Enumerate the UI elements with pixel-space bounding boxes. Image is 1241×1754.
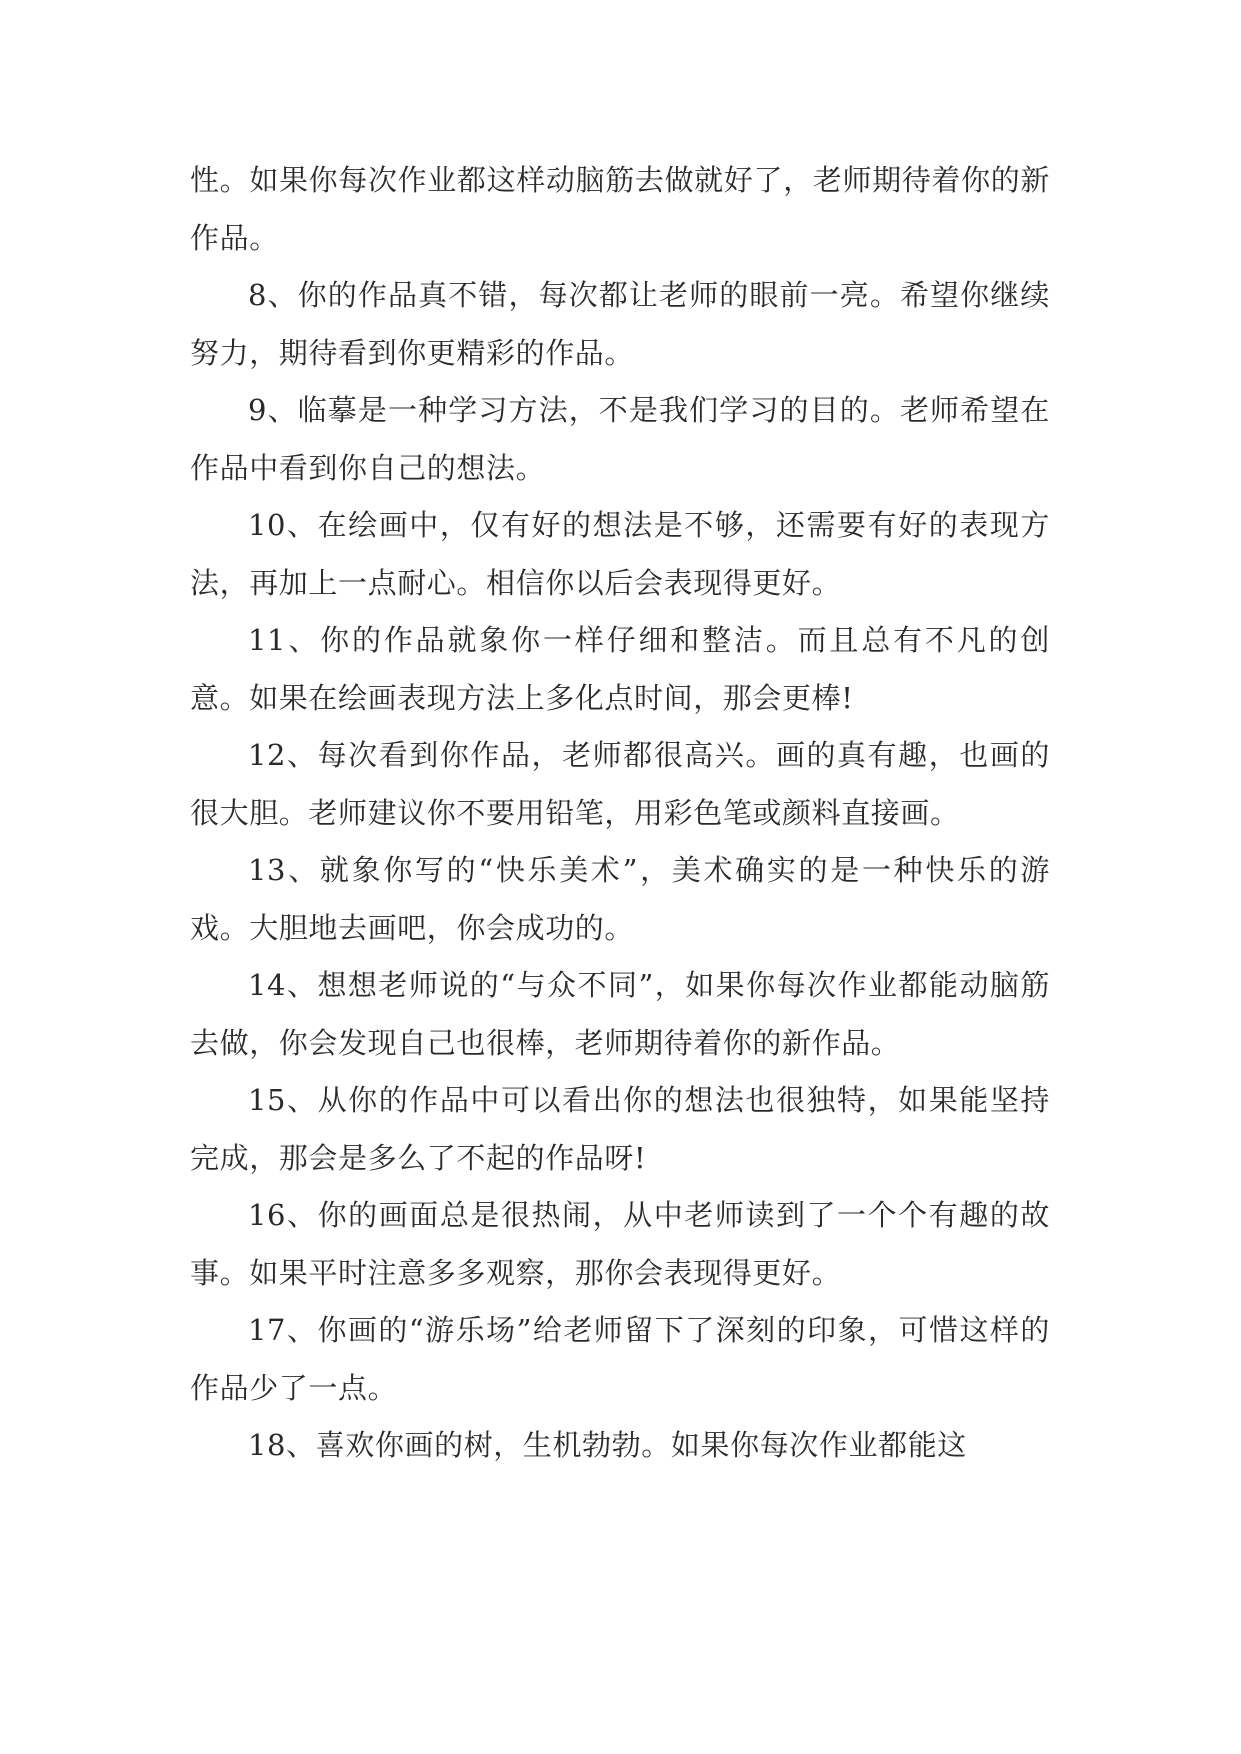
paragraph-comment-13: 13、就象你写的“快乐美术”，美术确实的是一种快乐的游戏。大胆地去画吧，你会成功的。 xyxy=(190,853,1050,945)
paragraph-comment-12: 12、每次看到你作品，老师都很高兴。画的真有趣，也画的很大胆。老师建议你不要用铅笔，用彩色笔或颜料直接画。 xyxy=(190,738,1050,830)
paragraph-comment-8: 8、你的作品真不错，每次都让老师的眼前一亮。希望你继续努力，期待看到你更精彩的作品。 xyxy=(190,278,1050,370)
paragraph-comment-10: 10、在绘画中，仅有好的想法是不够，还需要有好的表现方法，再加上一点耐心。相信你以后会表现得更好。 xyxy=(190,508,1050,600)
paragraph-comment-17: 17、你画的“游乐场”给老师留下了深刻的印象，可惜这样的作品少了一点。 xyxy=(190,1313,1050,1405)
paragraph-comment-9: 9、临摹是一种学习方法，不是我们学习的目的。老师希望在作品中看到你自己的想法。 xyxy=(190,393,1050,485)
paragraph-continuation: 性。如果你每次作业都这样动脑筋去做就好了，老师期待着你的新作品。 xyxy=(190,163,1050,255)
paragraph-comment-15: 15、从你的作品中可以看出你的想法也很独特，如果能坚持完成，那会是多么了不起的作品呀! xyxy=(190,1083,1050,1175)
paragraph-comment-11: 11、你的作品就象你一样仔细和整洁。而且总有不凡的创意。如果在绘画表现方法上多化点时间，那会更棒! xyxy=(190,623,1050,715)
paragraph-comment-16: 16、你的画面总是很热闹，从中老师读到了一个个有趣的故事。如果平时注意多多观察，那你会表现得更好。 xyxy=(190,1198,1050,1290)
paragraph-comment-14: 14、想想老师说的“与众不同”，如果你每次作业都能动脑筋去做，你会发现自己也很棒，老师期待着你的新作品。 xyxy=(190,968,1050,1060)
document-body xyxy=(190,152,1050,1475)
paragraph-comment-18: 18、喜欢你画的树，生机勃勃。如果你每次作业都能这 xyxy=(248,1428,967,1462)
